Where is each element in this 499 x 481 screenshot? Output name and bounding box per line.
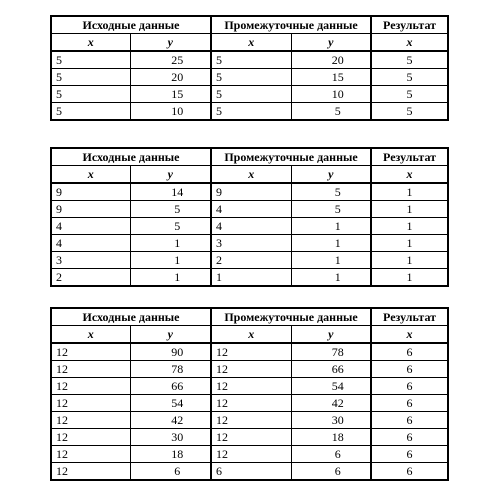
- variable-header-cell: y: [130, 34, 211, 52]
- group-header-row: [51, 16, 448, 34]
- table-cell: 66: [291, 361, 371, 378]
- table-cell: 12: [211, 343, 291, 361]
- table-row: [51, 103, 448, 121]
- table-cell: 6: [371, 395, 448, 412]
- table-row: [51, 446, 448, 463]
- table-cell: 12: [51, 361, 130, 378]
- table-row: [51, 51, 448, 69]
- table-cell: 6: [130, 463, 211, 481]
- group-header-cell: Исходные данные: [51, 16, 211, 34]
- table-cell: 5: [371, 51, 448, 69]
- group-header-row: [51, 148, 448, 166]
- table-cell: 1: [130, 269, 211, 287]
- table-cell: 12: [211, 429, 291, 446]
- table-cell: 42: [291, 395, 371, 412]
- group-header-cell: Исходные данные: [51, 308, 211, 326]
- table-cell: 20: [130, 69, 211, 86]
- table-cell: 5: [211, 86, 291, 103]
- table-cell: 9: [211, 183, 291, 201]
- table-row: [51, 69, 448, 86]
- table-cell: 6: [371, 446, 448, 463]
- table-cell: 1: [130, 235, 211, 252]
- table-cell: 5: [211, 51, 291, 69]
- table-cell: 18: [291, 429, 371, 446]
- table-cell: 1: [371, 201, 448, 218]
- table-cell: 12: [51, 395, 130, 412]
- table-cell: 5: [371, 103, 448, 121]
- table-cell: 9: [51, 183, 130, 201]
- table-cell: 12: [51, 463, 130, 481]
- table-cell: 5: [291, 103, 371, 121]
- table-cell: 54: [130, 395, 211, 412]
- table-cell: 12: [51, 378, 130, 395]
- table-cell: 15: [291, 69, 371, 86]
- variable-header-cell: x: [211, 34, 291, 52]
- table-cell: 30: [130, 429, 211, 446]
- table-cell: 54: [291, 378, 371, 395]
- table-cell: 12: [51, 446, 130, 463]
- variable-header-row: [51, 166, 448, 184]
- table-cell: 6: [211, 463, 291, 481]
- trace-table-3: [50, 307, 449, 481]
- table-row: [51, 343, 448, 361]
- group-header-cell: Результат: [371, 16, 448, 34]
- table-cell: 1: [371, 218, 448, 235]
- table-cell: 6: [291, 463, 371, 481]
- table-cell: 9: [51, 201, 130, 218]
- group-header-cell: Результат: [371, 148, 448, 166]
- table-cell: 42: [130, 412, 211, 429]
- table-cell: 10: [130, 103, 211, 121]
- table-row: [51, 201, 448, 218]
- table-cell: 5: [291, 201, 371, 218]
- table-row: [51, 218, 448, 235]
- table-cell: 1: [371, 269, 448, 287]
- table-cell: 1: [291, 235, 371, 252]
- table-cell: 5: [291, 183, 371, 201]
- group-header-row: [51, 308, 448, 326]
- table-cell: 12: [51, 429, 130, 446]
- table-cell: 1: [211, 269, 291, 287]
- table-row: [51, 378, 448, 395]
- table-row: [51, 429, 448, 446]
- table-cell: 12: [211, 412, 291, 429]
- table-cell: 3: [51, 252, 130, 269]
- table-row: [51, 412, 448, 429]
- trace-table-2: [50, 147, 449, 287]
- table-cell: 5: [51, 69, 130, 86]
- table-cell: 18: [130, 446, 211, 463]
- trace-table-1: [50, 15, 449, 121]
- table-cell: 5: [211, 69, 291, 86]
- table-row: [51, 235, 448, 252]
- variable-header-cell: y: [291, 166, 371, 184]
- variable-header-cell: x: [211, 166, 291, 184]
- table-row: [51, 395, 448, 412]
- table-cell: 5: [371, 69, 448, 86]
- table-cell: 1: [371, 235, 448, 252]
- table-cell: 6: [371, 463, 448, 481]
- table-cell: 15: [130, 86, 211, 103]
- variable-header-cell: x: [211, 326, 291, 344]
- table-cell: 12: [211, 361, 291, 378]
- table-cell: 1: [130, 252, 211, 269]
- group-header-cell: Промежуточные данные: [211, 16, 371, 34]
- group-header-cell: Исходные данные: [51, 148, 211, 166]
- table-cell: 4: [51, 218, 130, 235]
- table-cell: 66: [130, 378, 211, 395]
- table-cell: 12: [211, 378, 291, 395]
- table-cell: 3: [211, 235, 291, 252]
- table-cell: 6: [371, 378, 448, 395]
- table-cell: 1: [291, 218, 371, 235]
- variable-header-cell: x: [51, 326, 130, 344]
- table-cell: 78: [291, 343, 371, 361]
- table-cell: 30: [291, 412, 371, 429]
- table-cell: 5: [51, 51, 130, 69]
- variable-header-cell: x: [371, 34, 448, 52]
- table-cell: 5: [211, 103, 291, 121]
- table-cell: 6: [371, 429, 448, 446]
- table-cell: 1: [291, 252, 371, 269]
- table-cell: 12: [211, 395, 291, 412]
- table-row: [51, 86, 448, 103]
- table-cell: 2: [51, 269, 130, 287]
- variable-header-row: [51, 326, 448, 344]
- table-cell: 5: [51, 103, 130, 121]
- table-cell: 5: [130, 218, 211, 235]
- table-cell: 5: [51, 86, 130, 103]
- group-header-cell: Результат: [371, 308, 448, 326]
- table-cell: 1: [291, 269, 371, 287]
- table-cell: 6: [371, 412, 448, 429]
- table-cell: 1: [371, 183, 448, 201]
- table-row: [51, 252, 448, 269]
- table-row: [51, 269, 448, 287]
- variable-header-cell: x: [51, 166, 130, 184]
- table-cell: 2: [211, 252, 291, 269]
- table-cell: 78: [130, 361, 211, 378]
- variable-header-cell: x: [371, 326, 448, 344]
- table-cell: 4: [211, 201, 291, 218]
- table-cell: 5: [130, 201, 211, 218]
- table-cell: 4: [51, 235, 130, 252]
- table-cell: 12: [211, 446, 291, 463]
- table-cell: 12: [51, 412, 130, 429]
- variable-header-cell: y: [130, 166, 211, 184]
- table-cell: 6: [371, 343, 448, 361]
- variable-header-cell: y: [291, 326, 371, 344]
- variable-header-cell: x: [371, 166, 448, 184]
- table-cell: 20: [291, 51, 371, 69]
- table-cell: 6: [291, 446, 371, 463]
- table-row: [51, 183, 448, 201]
- table-cell: 10: [291, 86, 371, 103]
- table-cell: 6: [371, 361, 448, 378]
- variable-header-cell: x: [51, 34, 130, 52]
- group-header-cell: Промежуточные данные: [211, 148, 371, 166]
- variable-header-cell: y: [130, 326, 211, 344]
- table-row: [51, 463, 448, 481]
- table-cell: 25: [130, 51, 211, 69]
- table-row: [51, 361, 448, 378]
- table-cell: 90: [130, 343, 211, 361]
- variable-header-cell: y: [291, 34, 371, 52]
- table-cell: 5: [371, 86, 448, 103]
- table-cell: 4: [211, 218, 291, 235]
- group-header-cell: Промежуточные данные: [211, 308, 371, 326]
- table-cell: 14: [130, 183, 211, 201]
- variable-header-row: [51, 34, 448, 52]
- table-cell: 12: [51, 343, 130, 361]
- table-cell: 1: [371, 252, 448, 269]
